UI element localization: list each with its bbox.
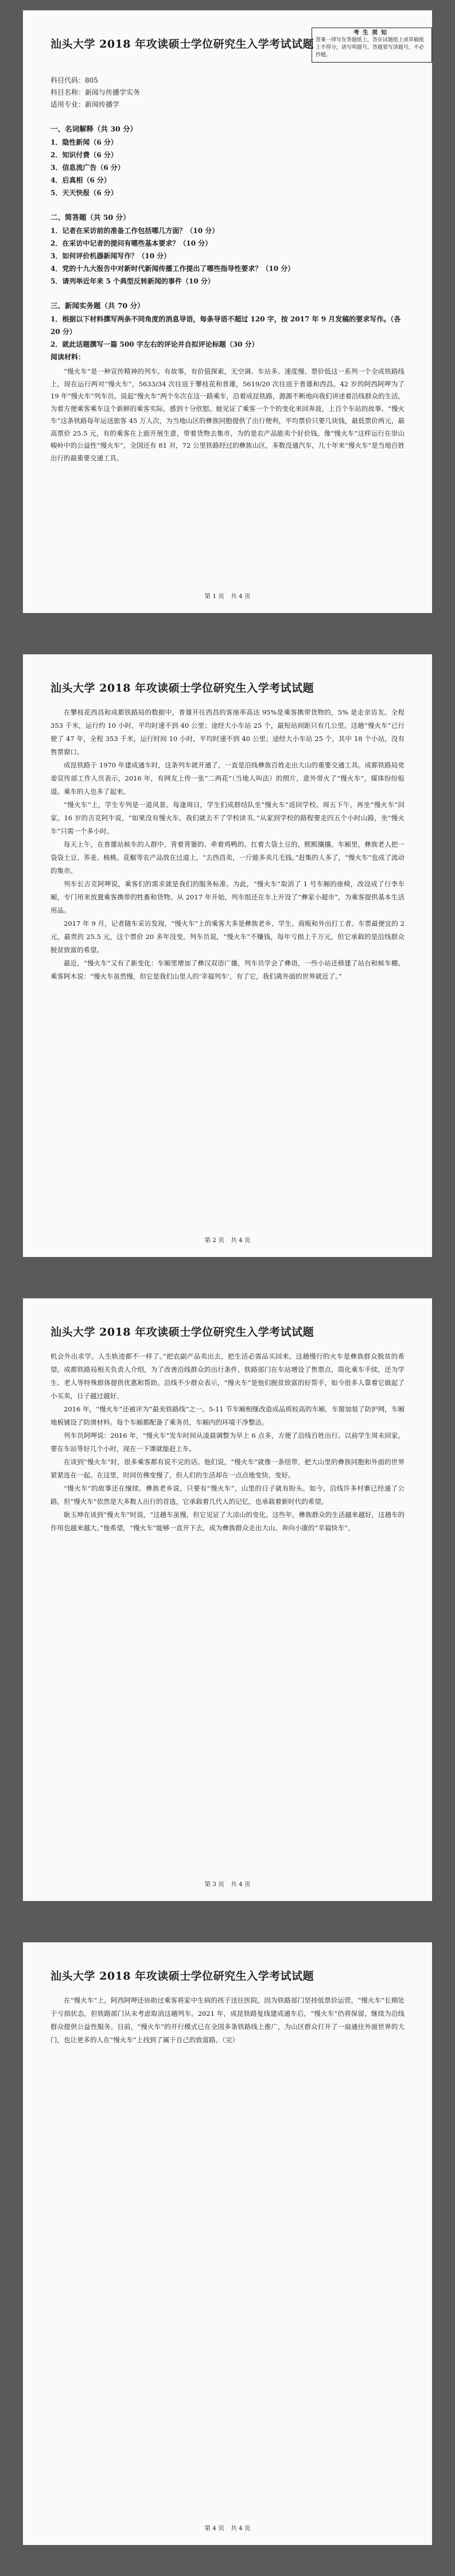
page-footer — [23, 2524, 432, 2532]
question-item: 1．记者在采访前的准备工作包括哪几方面？（10 分） — [50, 227, 219, 235]
page-title: 汕头大学 2018 年攻读硕士学位研究生入学考试试题 — [50, 38, 314, 51]
question-item: 2．就此话题撰写一篇 500 字左右的评论并自拟评论标题（30 分） — [50, 340, 259, 348]
page-total: 共 4 页 — [231, 2525, 251, 2532]
reading-label: 阅读材料： — [50, 353, 85, 361]
article-paragraph: 2017 年 9 月，记者随车采访发现，“慢火车”上的乘客大多是彝族老乡、学生、商贩和外出打工者。车票最便宜的 2 元，最贵的 25.5 元，这个票价 20 多年没变。列车员说，“慢火车”不赚钱，每年亏损上千万元，但它承载的是沿线群众脱贫致富的希望。 — [50, 920, 405, 954]
page-number: 第 2 页 — [204, 1237, 224, 1244]
question-item: 1．隐性新闻（6 分） — [50, 138, 118, 146]
article-body — [50, 1994, 405, 2047]
article-paragraph: 在攀枝花西昌和成都铁路局的数据中，普雄开往西昌的客座率高达 95%是乘客携带货物的，5% 是走亲访友。全程 353 千米，运行约 10 小时，平均时速不到 40 公里；途经大小车站 25 个，最短站间距只有几公里。这趟“慢火车”已行驶了 47 年，全程 353 千米，运行时间 10 小时，平均时速不到 40 公里；途经大小车站 25 个，其中 18 个小站，没有售票窗口。 — [50, 708, 405, 756]
page-total: 共 4 页 — [231, 1237, 251, 1244]
question-item: 5．请列举近年来 5 个典型反转新闻的事件（10 分） — [50, 277, 215, 285]
major: 适用专业：新闻传播学 — [50, 100, 120, 108]
section-title: 三、新闻实务题（共 70 分） — [50, 301, 145, 310]
page-footer — [23, 1236, 432, 1244]
section-title: 一、名词解释（共 30 分） — [50, 125, 138, 133]
article-paragraph: 耿玉坤在谈到“慢火车”时说，“这趟车虽慢，但它见证了大凉山的变化。这些年，彝族群众的生活越来越好，这趟车的作用也越来越大。”他希望，“慢火车”能够一直开下去，成为彝族群众走出大山、奔向小康的“幸福快车”。 — [50, 1511, 405, 1532]
exam-page-2 — [23, 654, 432, 1257]
question-item: 4．党的十九大报告中对新时代新闻传播工作提出了哪些指导性要求？（10 分） — [50, 265, 295, 273]
section-3 — [50, 300, 405, 363]
page-total: 共 4 页 — [231, 593, 251, 600]
question-item: 2．知识付费（6 分） — [50, 151, 118, 159]
page-title: 汕头大学 2018 年攻读硕士学位研究生入学考试试题 — [50, 1970, 314, 1983]
article-paragraph: “慢火车”上，学生专列是一道风景。每逢周日，学生们成群结队坐“慢火车”返回学校。周五下午，再坐“慢火车”回家。16 岁的吉克阿牛说，“如果没有慢火车，我们就去不了学校读书。”从家到学校的路程要走四五个小时山路，坐“慢火车”只需一个多小时。 — [50, 801, 405, 835]
article-paragraph: “慢火车”是一种宣传精神的列车。有故事，有价值探索，无空调、车站多、速度慢、票价低这一系列一个全成铁路线上，现在运行两对“慢火车”，5633/34 次往返于攀枝花和普雄，5619/20 次往返于普雄和西昌。42 岁的阿西阿呷为了 19 年“慢火车”列车员。说起“慢火车”两个车次在这一路乘车，沿着成昆铁路，源源不断地向我们讲述着沿线群众的生活，为着方便乘客乘车这个新鲜的乘客实际，感到十分欣慰。她见证了乘客一个个的变化来回奔波，上百个车站的故事。“慢火车”这条铁路每年运送旅客 45 万人次，为当地山区的彝族同胞提供了出行便利，平均票价只要几块钱，最低票价两元，最高票价 25.5 元，有的乘客在上面开展生意，带着货物去集市，为的是农产品能卖个好价钱。像“慢火车”这样运行在崇山峻岭中的公益性“慢火车”，全国还有 81 对，72 公里铁路经过的彝族山区，多数没通汽车，几十年来“慢火车”是当地百姓出行的最重要交通工具。 — [50, 367, 405, 462]
article-paragraph: 2016 年，“慢火车”还被评为“最美铁路线”之一。5-11 节车厢相继改造成品质较高的车厢，车窗加装了防护网，车厢地板铺设了防滑材料。每个车厢都配备了乘务员，车厢内的环境干净整洁。 — [50, 1405, 405, 1426]
question-item: 5．天天快报（6 分） — [50, 189, 118, 197]
article-body — [50, 706, 405, 983]
question-item: 4．后真相（6 分） — [50, 176, 111, 184]
article-paragraph: 列车长吉克阿呷说，乘客们的需求就是我们的服务标准。为此，“慢火车”取消了 1 号车厢的座椅，改设成了行李车厢，专门用来放置乘客携带的牲畜和货物。从 2017 年开始，列车组还在车上开设了“彝家小超市”，为乘客提供基本生活用品。 — [50, 880, 405, 914]
article-body — [50, 1350, 405, 1535]
section-2 — [50, 212, 405, 288]
question-item: 3．信息流广告（6 分） — [50, 164, 125, 172]
page-number: 第 1 页 — [204, 593, 224, 600]
question-item: 2．在采访中记者的提问有哪些基本要求？（10 分） — [50, 239, 212, 247]
section-1 — [50, 123, 405, 199]
notice-title: 考生须知 — [353, 30, 390, 36]
subject-code: 科目代码：805 — [50, 76, 98, 84]
notice-text: 答案一律写在答题纸上，答在试题纸上或草稿纸上不得分，请写明题号，答题要写清题号，不必抄题。 — [316, 37, 425, 58]
section-title: 二、简答题（共 50 分） — [50, 213, 130, 222]
article-paragraph: “慢火车”的故事还在继续。彝族老乡说，只要有“慢火车”，山里的日子就有盼头。如今，沿线许多村寨已经通了公路，但“慢火车”依然是大多数人出行的首选，它承载着几代人的记忆，也承载着新时代的希望。 — [50, 1484, 405, 1506]
page-title: 汕头大学 2018 年攻读硕士学位研究生入学考试试题 — [50, 682, 314, 695]
page-footer — [23, 592, 432, 600]
article-paragraph: 成昆铁路于 1970 年建成通车时，这条列车就开通了，一直是沿线彝族百姓走出大山的重要交通工具。成都铁路局党委宣传部工作人员表示，2016 年，有网友上传一张“二两花”（当地人叫法）的照片，意外带火了“慢火车”，媒体纷纷报道。乘车的人也多了起来。 — [50, 761, 405, 796]
subject-name: 科目名称：新闻与传播学实务 — [50, 88, 141, 96]
article-body — [50, 366, 405, 464]
question-item: 1．根据以下材料撰写两条不同角度的消息导语，每条导语不超过 120 字，按 2017 年 9 月发稿的要求写作。（各 20 分） — [50, 315, 401, 336]
article-paragraph: 机会外出求学。人生轨迹都不一样了。”把农副产品卖出去，把生活必需品买回来。这趟慢行的火车是彝族群众脱贫的希望。成都铁路局相关负责人介绍，为了改善沿线群众的出行条件，铁路部门在车站增设了售票点，简化乘车手续，还为学生、老人等特殊群体提供优惠和帮助。沿线不少群众表示，“慢火车”是他们脱贫致富的好帮手，如今很多人靠着它做起了小买卖，日子越过越好。 — [50, 1352, 405, 1400]
question-item: 3．如何评价机器新闻写作？（10 分） — [50, 252, 171, 260]
exam-meta — [50, 75, 405, 111]
article-paragraph: 在“慢火车”上，阿西阿呷还协助过乘客将家中生病的孩子送往医院。因为铁路部门坚持低票价运营，“慢火车”长期处于亏损状态，但铁路部门从未考虑取消这趟列车。2021 年，成昆铁路复线建成通车后，“慢火车”仍将保留，继续为沿线群众提供公益性服务。目前，“慢火车”的开行模式已在全国多条铁路线上推广，为山区群众打开了一扇通往外面世界的大门，也让更多的人在“慢火车”上找到了属于自己的致富路。（完） — [50, 1996, 405, 2044]
page-footer — [23, 1880, 432, 1888]
exam-page-4 — [23, 1942, 432, 2545]
article-paragraph: 每天上午，在普雄站候车的人群中，背着背篓的、牵着鸡鸭的、扛着大袋土豆的，熙熙攘攘。车厢里，彝族老人把一袋袋土豆、荞麦、核桃、花椒等农产品放在过道上，“去西昌卖，一斤能多卖几毛钱。”赶集的人多了，“慢火车”也成了流动的集市。 — [50, 840, 405, 875]
article-paragraph: 最近，“慢火车”又有了新变化：车厢里增加了彝汉双语广播，列车员学会了彝语，一些小站还修建了站台和候车棚。乘客阿木说：“慢火车虽然慢，但它是我们山里人的‘幸福列车’，有了它，我们离外面的世界就近了。” — [50, 959, 405, 980]
page-number: 第 3 页 — [204, 1881, 224, 1888]
candidate-notice-box — [312, 28, 432, 63]
page-total: 共 4 页 — [231, 1881, 251, 1888]
page-title: 汕头大学 2018 年攻读硕士学位研究生入学考试试题 — [50, 1326, 314, 1339]
exam-page-1 — [23, 10, 432, 613]
article-paragraph: 在谈到“慢火车”时，很多乘客都有说不完的话。他们说，“慢火车”就像一条纽带，把大山里的彝族同胞和外面的世界紧紧连在一起。在这里，时间仿佛变慢了，但人们的生活却在一点点地变快、变好。 — [50, 1458, 405, 1479]
exam-page-3 — [23, 1298, 432, 1901]
page-number: 第 4 页 — [204, 2525, 224, 2532]
article-paragraph: 列车员阿呷说：2016 年，“慢火车”发车时间从凌晨调整为早上 6 点多，方便了沿线百姓出行。以前学生周末回家，要在车站等好几个小时，现在一下课就能赶上车。 — [50, 1431, 405, 1453]
